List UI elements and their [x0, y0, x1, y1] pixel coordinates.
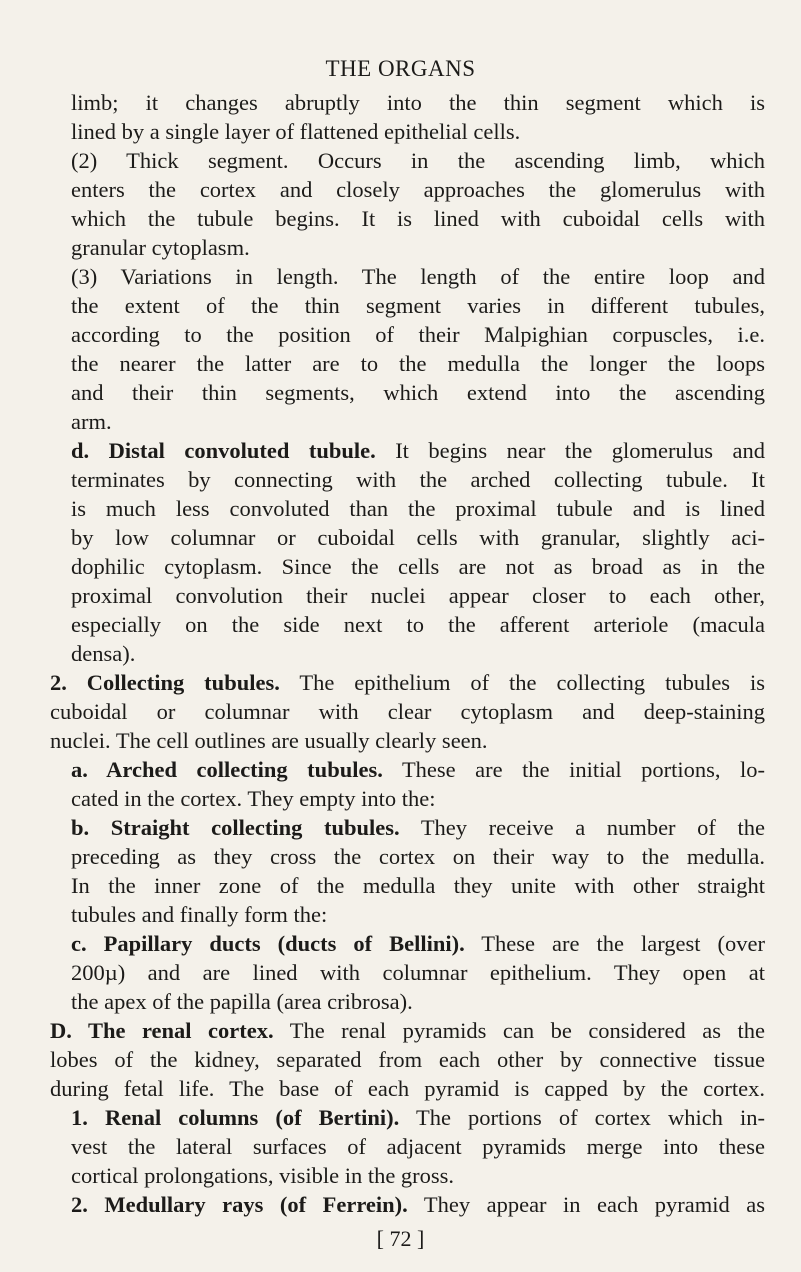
- text-line: [71, 88, 765, 117]
- text-line: [71, 842, 765, 871]
- line-text: dophilic cytoplasm. Since the cells are not as broad as in the: [71, 554, 765, 579]
- line-text: They receive a number of the: [399, 815, 765, 840]
- text-line: [71, 1103, 765, 1132]
- line-text: preceding as they cross the cortex on their way to the medulla.: [71, 844, 765, 869]
- line-text: They appear in each pyramid as: [407, 1192, 765, 1217]
- text-line: [71, 465, 765, 494]
- line-text: enters the cortex and closely approaches the glomerulus with: [71, 177, 765, 202]
- line-text: vest the lateral surfaces of adjacent pyramids merge into these: [71, 1134, 765, 1159]
- section-heading: b. Straight collecting tubules.: [71, 815, 400, 840]
- running-head: THE ORGANS: [325, 56, 476, 81]
- text-line: [50, 668, 765, 697]
- line-text: the apex of the papilla (area cribrosa).: [71, 989, 413, 1014]
- text-line: [71, 1161, 510, 1190]
- section-heading: 2. Collecting tubules.: [50, 670, 280, 695]
- text-line: [71, 784, 455, 813]
- line-text: densa).: [71, 641, 136, 666]
- line-text: arm.: [71, 409, 112, 434]
- text-line: [71, 262, 765, 291]
- text-line: [50, 1045, 765, 1074]
- text-line: [50, 726, 540, 755]
- line-text: The epithelium of the collecting tubules is: [279, 670, 765, 695]
- line-text: during fetal life. The base of each pyramid is capped by the cortex.: [50, 1076, 765, 1101]
- line-text: limb; it changes abruptly into the thin segment which is: [71, 90, 765, 115]
- line-text: In the inner zone of the medulla they unite with other straight: [71, 873, 765, 898]
- text-line: [71, 929, 765, 958]
- line-text: These are the initial portions, lo-: [382, 757, 765, 782]
- text-line: [71, 552, 765, 581]
- line-text: (3) Variations in length. The length of the entire loop and: [71, 264, 765, 289]
- text-line: [71, 436, 765, 465]
- line-text: tubules and finally form the:: [71, 902, 328, 927]
- text-line: [71, 581, 765, 610]
- text-line: [71, 813, 765, 842]
- line-text: granular cytoplasm.: [71, 235, 250, 260]
- text-line: [71, 639, 175, 668]
- text-line: [71, 1132, 765, 1161]
- line-text: terminates by connecting with the arched collecting tubule. It: [71, 467, 765, 492]
- section-heading: 1. Renal columns (of Bertini).: [71, 1105, 400, 1130]
- line-text: cuboidal or columnar with clear cytoplasm and deep-staining: [50, 699, 765, 724]
- text-line: [71, 233, 280, 262]
- text-line: [71, 291, 765, 320]
- line-text: lobes of the kidney, separated from each other by connective tissue: [50, 1047, 765, 1072]
- text-line: [71, 610, 765, 639]
- text-line: [71, 755, 765, 784]
- line-text: The portions of cortex which in-: [399, 1105, 765, 1130]
- section-heading: c. Papillary ducts (ducts of Bellini).: [71, 931, 465, 956]
- text-line: [71, 320, 765, 349]
- section-heading: a. Arched collecting tubules.: [71, 757, 383, 782]
- line-text: These are the largest (over: [464, 931, 765, 956]
- text-line: [50, 697, 765, 726]
- line-text: 200µ) and are lined with columnar epithelium. They open at: [71, 960, 765, 985]
- line-text: cated in the cortex. They empty into the:: [71, 786, 436, 811]
- text-line: [71, 871, 765, 900]
- line-text: cortical prolongations, visible in the gross.: [71, 1163, 455, 1188]
- line-text: It begins near the glomerulus and: [375, 438, 765, 463]
- text-line: [71, 900, 400, 929]
- section-heading: D. The renal cortex.: [50, 1018, 274, 1043]
- text-line: [71, 523, 765, 552]
- line-text: lined by a single layer of flattened epithelial cells.: [71, 119, 521, 144]
- text-line: [71, 175, 765, 204]
- section-heading: d. Distal convoluted tubule.: [71, 438, 376, 463]
- line-text: the nearer the latter are to the medulla the longer the loops: [71, 351, 765, 376]
- line-text: is much less convoluted than the proximal tubule and is lined: [71, 496, 765, 521]
- text-line: [71, 204, 765, 233]
- page-number: [ 72 ]: [376, 1226, 425, 1251]
- line-text: by low columnar or cuboidal cells with granular, slightly aci-: [71, 525, 765, 550]
- text-line: [71, 146, 765, 175]
- text-line: [71, 1190, 765, 1219]
- text-line: [71, 407, 130, 436]
- text-line: [71, 117, 615, 146]
- line-text: (2) Thick segment. Occurs in the ascending limb, which: [71, 148, 765, 173]
- line-text: and their thin segments, which extend into the ascending: [71, 380, 765, 405]
- line-text: The renal pyramids can be considered as the: [273, 1018, 765, 1043]
- line-text: nuclei. The cell outlines are usually clearly seen.: [50, 728, 488, 753]
- line-text: proximal convolution their nuclei appear closer to each other,: [71, 583, 765, 608]
- text-line: [71, 987, 560, 1016]
- line-text: especially on the side next to the afferent arteriole (macula: [71, 612, 765, 637]
- section-heading: 2. Medullary rays (of Ferrein).: [71, 1192, 408, 1217]
- text-line: [71, 494, 765, 523]
- line-text: according to the position of their Malpighian corpuscles, i.e.: [71, 322, 765, 347]
- text-line: [71, 958, 765, 987]
- text-line: [50, 1016, 765, 1045]
- text-line: [71, 378, 765, 407]
- line-text: the extent of the thin segment varies in different tubules,: [71, 293, 765, 318]
- text-line: [50, 1074, 765, 1103]
- line-text: which the tubule begins. It is lined with cuboidal cells with: [71, 206, 765, 231]
- text-line: [71, 349, 765, 378]
